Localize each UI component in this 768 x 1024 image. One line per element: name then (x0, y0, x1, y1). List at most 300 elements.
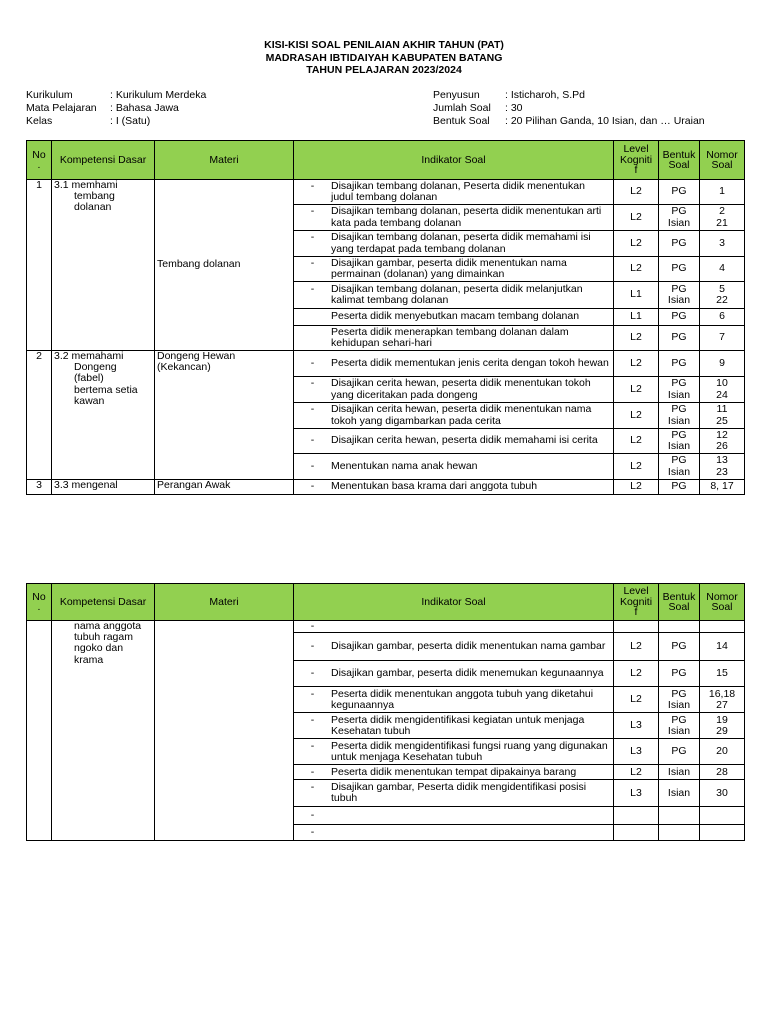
nomor-cell (700, 480, 745, 495)
nomor-cell-line: 28 (716, 765, 728, 778)
no-cell: 3 (27, 480, 52, 495)
nomor-cell-line: 11 (716, 403, 728, 416)
bullet-dash: - (310, 480, 315, 493)
title-line-3: TAHUN PELAJARAN 2023/2024 (306, 64, 462, 76)
bentuk-cell (659, 739, 700, 765)
indikator-content (294, 461, 613, 472)
level-cell-line: L2 (630, 331, 642, 344)
bentuk-cell (659, 633, 700, 661)
indikator-content (294, 358, 613, 369)
bullet-dash: - (310, 739, 315, 752)
indikator-text: Disajikan tembang dolanan, peserta didik melanjutkan kalimat tembang dolanan (331, 282, 583, 306)
header-text-line: Level (623, 143, 649, 156)
nomor-cell-line: 4 (719, 262, 725, 275)
info-row-penyusun (433, 89, 705, 102)
bentuk-cell (659, 403, 700, 429)
bentuk-cell (659, 429, 700, 454)
kd-text-line: dolanan (74, 201, 112, 214)
level-cell (614, 282, 659, 309)
header-text-line: . (37, 601, 41, 613)
bullet-dash: - (310, 459, 315, 472)
info-label: Kelas (26, 115, 53, 127)
bentuk-cell-line: PG (671, 640, 687, 653)
bullet-dash: - (310, 179, 315, 192)
level-cell-line: L1 (630, 288, 642, 301)
bullet-dash: - (310, 640, 315, 653)
nomor-cell (700, 205, 745, 231)
level-cell-line: L2 (630, 236, 642, 249)
level-cell (614, 807, 659, 825)
bullet-dash: - (310, 667, 315, 680)
nomor-cell-line: 2 (719, 205, 725, 218)
bentuk-cell-line: Isian (667, 698, 691, 711)
column-header-kd (52, 584, 155, 621)
table-header-row (27, 141, 745, 180)
indikator-cell (294, 257, 614, 282)
nomor-cell-line: 21 (716, 216, 728, 229)
bentuk-cell-line: PG (671, 236, 687, 249)
level-cell (614, 480, 659, 495)
bullet-dash: - (310, 781, 315, 793)
header-text-line: Level (623, 585, 649, 598)
bentuk-cell-line: PG (671, 428, 687, 441)
bentuk-cell-line: Isian (667, 724, 691, 737)
bentuk-cell (659, 661, 700, 687)
indikator-cell (294, 429, 614, 454)
kisi-kisi-table-1 (26, 140, 745, 495)
bentuk-cell (659, 780, 700, 807)
materi-cell (155, 480, 294, 495)
indikator-content (294, 481, 613, 492)
nomor-cell (700, 309, 745, 326)
materi-line: Tembang dolanan (157, 258, 241, 271)
indikator-text: Disajikan tembang dolanan, peserta didik menentukan arti kata pada tembang dolanan (331, 205, 602, 229)
level-cell-line: L2 (630, 480, 642, 493)
info-label: Penyusun (433, 89, 480, 101)
nomor-cell (700, 687, 745, 713)
indikator-cell (294, 687, 614, 713)
indikator-content (294, 435, 613, 446)
info-label: Bentuk Soal (433, 115, 490, 127)
nomor-cell-line: 13 (716, 454, 728, 467)
header-text-line: Materi (209, 595, 239, 608)
level-cell-line: L3 (630, 745, 642, 758)
kisi-kisi-table-2 (26, 583, 745, 841)
nomor-cell (700, 454, 745, 480)
bentuk-cell (659, 180, 700, 205)
table-header-row (27, 584, 745, 621)
kd-text-line: nama anggota (74, 620, 142, 632)
header-text-line: No (32, 148, 46, 161)
table-row (27, 480, 745, 495)
bentuk-cell (659, 807, 700, 825)
nomor-cell (700, 807, 745, 825)
info-row-kelas (26, 115, 206, 128)
indikator-content (294, 258, 613, 280)
materi-line: (Kekancan) (157, 361, 211, 374)
header-text-line: Bentuk (662, 590, 696, 603)
nomor-cell-line: 12 (716, 428, 728, 441)
kompetensi-dasar-cell (52, 621, 155, 841)
header-text-line: Indikator Soal (421, 153, 486, 166)
indikator-cell (294, 454, 614, 480)
bentuk-cell (659, 351, 700, 377)
header-text-line: Soal (711, 159, 733, 171)
level-cell-line: L2 (630, 408, 642, 421)
bentuk-cell (659, 205, 700, 231)
indikator-text: Peserta didik menentukan tempat dipakainya barang (331, 765, 577, 778)
header-text-line: Soal (711, 601, 733, 613)
materi-line: Dongeng Hewan (157, 350, 236, 362)
bentuk-cell-line: PG (671, 377, 687, 390)
bentuk-cell (659, 621, 700, 633)
bentuk-cell (659, 309, 700, 326)
level-cell-line: L2 (630, 640, 642, 653)
header-text-line: Soal (668, 159, 690, 171)
info-row-bentuk (433, 115, 705, 128)
nomor-cell (700, 825, 745, 841)
nomor-cell-line: 1 (719, 185, 725, 198)
bentuk-cell-line: Isian (667, 786, 691, 799)
kd-text-line: ngoko dan (74, 642, 124, 655)
header-text-line: No (32, 590, 46, 603)
level-cell-line: L2 (630, 356, 642, 369)
indikator-content (294, 181, 613, 203)
bullet-dash: - (310, 434, 315, 447)
bentuk-cell-line: Isian (667, 414, 691, 427)
indikator-content (294, 715, 613, 737)
indikator-content (294, 621, 613, 632)
indikator-text: Disajikan cerita hewan, peserta didik menentukan tokoh yang diceritakan pada dongeng (331, 377, 591, 401)
indikator-cell (294, 282, 614, 309)
column-header-materi (155, 141, 294, 180)
nomor-cell-line: 10 (716, 377, 728, 390)
header-text-line: Indikator Soal (421, 595, 486, 608)
nomor-cell-line: 29 (716, 724, 728, 737)
indikator-cell (294, 780, 614, 807)
bentuk-cell-line: PG (671, 185, 687, 198)
bentuk-cell-line: PG (671, 745, 687, 758)
nomor-cell (700, 231, 745, 257)
header-text-line: Kompetensi Dasar (59, 595, 147, 608)
nomor-cell-line: 19 (716, 713, 728, 726)
table-row (27, 621, 745, 633)
level-cell (614, 326, 659, 351)
level-cell (614, 351, 659, 377)
nomor-cell-line: 6 (719, 310, 725, 323)
level-cell (614, 633, 659, 661)
level-cell (614, 403, 659, 429)
info-right (433, 89, 705, 128)
indikator-text: Disajikan gambar, peserta didik menentukan nama gambar (331, 640, 606, 653)
kompetensi-dasar-cell (52, 480, 155, 495)
indikator-content (294, 284, 613, 306)
bentuk-cell (659, 257, 700, 282)
header-text-line: f (634, 606, 638, 619)
bentuk-cell-line: PG (671, 403, 687, 416)
table-row (27, 180, 745, 205)
kd-text-line: bertema setia (74, 383, 138, 396)
header-text-line: Nomor (706, 148, 738, 161)
bentuk-cell-line: PG (671, 454, 687, 467)
info-value: : Isticharoh, S.Pd (505, 89, 585, 101)
indikator-cell (294, 231, 614, 257)
level-cell (614, 257, 659, 282)
indikator-cell (294, 377, 614, 403)
bentuk-cell-line: PG (671, 356, 687, 369)
bentuk-cell-line: PG (671, 262, 687, 275)
column-header-indikator (294, 141, 614, 180)
document-title (0, 39, 768, 77)
indikator-content (294, 767, 613, 778)
nomor-cell-line: 24 (716, 388, 728, 401)
kompetensi-dasar-cell (52, 180, 155, 351)
indikator-text: Peserta didik menentukan anggota tubuh yang diketahui kegunaannya (331, 687, 594, 711)
info-value: : I (Satu) (110, 115, 151, 127)
indikator-content (294, 827, 613, 838)
bentuk-cell-line: Isian (667, 388, 691, 401)
title-line-2: MADRASAH IBTIDAIYAH KABUPATEN BATANG (265, 51, 503, 64)
kd-text-line: 3.3 mengenal (54, 479, 118, 491)
info-value: : Kurikulum Merdeka (110, 89, 207, 101)
indikator-text: Peserta didik menyebutkan macam tembang dolanan (331, 310, 580, 323)
header-text-line: Soal (668, 601, 690, 613)
bullet-dash: - (310, 256, 315, 269)
indikator-text: Disajikan gambar, peserta didik menemukan kegunaannya (331, 667, 604, 680)
indikator-cell (294, 713, 614, 739)
nomor-cell-line: 30 (716, 786, 728, 799)
indikator-content (294, 641, 613, 652)
column-header-level (614, 141, 659, 180)
indikator-content (294, 782, 613, 804)
info-label: Mata Pelajaran (26, 102, 97, 114)
indikator-cell (294, 807, 614, 825)
bullet-dash: - (310, 713, 315, 726)
nomor-cell-line: 5 (719, 282, 725, 295)
no-cell: 1 (27, 180, 52, 351)
no-cell (27, 621, 52, 841)
kd-text-line: 3.2 memahami (54, 350, 124, 362)
info-row-jumlah (433, 102, 705, 115)
header-text-line: Kogniti (619, 595, 653, 608)
bentuk-cell (659, 765, 700, 780)
header-text-line: Nomor (706, 590, 738, 603)
nomor-cell (700, 661, 745, 687)
indikator-text: Peserta didik mengidentifikasi kegiatan untuk menjaga Kesehatan tubuh (331, 713, 585, 737)
indikator-text: Peserta didik mengidentifikasi fungsi ruang yang digunakan untuk menjaga Kesehatan tubuh (331, 739, 608, 763)
level-cell (614, 454, 659, 480)
indikator-text: Disajikan tembang dolanan, peserta didik memahami isi yang terdapat pada tembang dolanan (331, 231, 591, 255)
kd-text-line: krama (74, 653, 104, 666)
bentuk-cell (659, 326, 700, 351)
bentuk-cell (659, 825, 700, 841)
nomor-cell-line: 25 (716, 414, 728, 427)
bullet-dash: - (310, 687, 315, 700)
indikator-cell (294, 825, 614, 841)
level-cell (614, 825, 659, 841)
kd-text-line: kawan (74, 394, 105, 407)
nomor-cell (700, 429, 745, 454)
bentuk-cell (659, 231, 700, 257)
table-row (27, 351, 745, 377)
bentuk-cell (659, 454, 700, 480)
header-text-line: Kompetensi Dasar (59, 153, 147, 166)
nomor-cell-line: 8, 17 (710, 480, 734, 493)
nomor-cell (700, 326, 745, 351)
info-label: Jumlah Soal (433, 102, 491, 114)
column-header-nomor (700, 141, 745, 180)
bullet-dash: - (310, 377, 315, 390)
indikator-content (294, 311, 613, 322)
indikator-content (294, 232, 613, 254)
nomor-cell (700, 713, 745, 739)
materi-cell (155, 351, 294, 480)
level-cell-line: L3 (630, 786, 642, 799)
nomor-cell (700, 621, 745, 633)
bentuk-cell (659, 713, 700, 739)
bentuk-cell-line: PG (671, 687, 687, 700)
level-cell-line: L2 (630, 382, 642, 395)
indikator-cell (294, 180, 614, 205)
nomor-cell-line: 3 (719, 236, 725, 249)
indikator-cell (294, 351, 614, 377)
column-header-nomor (700, 584, 745, 621)
level-cell (614, 309, 659, 326)
level-cell-line: L2 (630, 210, 642, 223)
level-cell (614, 687, 659, 713)
nomor-cell (700, 633, 745, 661)
indikator-cell (294, 633, 614, 661)
info-left (26, 89, 206, 128)
nomor-cell-line: 26 (716, 440, 728, 452)
info-value: : Bahasa Jawa (110, 102, 179, 114)
indikator-content (294, 378, 613, 400)
level-cell-line: L2 (630, 185, 642, 198)
indikator-cell (294, 621, 614, 633)
materi-line: Perangan Awak (157, 479, 231, 491)
bullet-dash: - (310, 620, 315, 632)
kd-text-line: Dongeng (74, 361, 117, 374)
indikator-text: Disajikan cerita hewan, peserta didik memahami isi cerita (331, 434, 598, 447)
bentuk-cell-line: PG (671, 667, 687, 680)
bentuk-cell-line: PG (671, 282, 687, 295)
nomor-cell-line: 22 (716, 294, 728, 306)
column-header-materi (155, 584, 294, 621)
level-cell (614, 661, 659, 687)
bentuk-cell-line: Isian (667, 216, 691, 229)
indikator-content (294, 404, 613, 426)
level-cell-line: L3 (630, 719, 642, 732)
nomor-cell-line: 23 (716, 465, 728, 478)
level-cell-line: L1 (630, 310, 642, 323)
level-cell (614, 739, 659, 765)
header-text-line: f (634, 164, 638, 177)
nomor-cell (700, 377, 745, 403)
nomor-cell (700, 351, 745, 377)
level-cell (614, 621, 659, 633)
bentuk-cell-line: PG (671, 713, 687, 726)
bullet-dash: - (310, 205, 315, 218)
indikator-text: Peserta didik menerapkan tembang dolanan dalam kehidupan sehari-hari (331, 325, 569, 349)
level-cell-line: L2 (630, 434, 642, 447)
column-header-no (27, 584, 52, 621)
level-cell (614, 231, 659, 257)
level-cell (614, 180, 659, 205)
bentuk-cell (659, 480, 700, 495)
bullet-dash: - (310, 231, 315, 244)
bentuk-cell (659, 687, 700, 713)
materi-cell (155, 180, 294, 351)
nomor-cell-line: 27 (716, 698, 728, 711)
level-cell (614, 780, 659, 807)
indikator-content (294, 206, 613, 228)
level-cell (614, 377, 659, 403)
nomor-cell (700, 282, 745, 309)
nomor-cell-line: 20 (716, 745, 728, 758)
indikator-cell (294, 309, 614, 326)
nomor-cell (700, 180, 745, 205)
header-text-line: . (37, 159, 41, 171)
level-cell-line: L2 (630, 693, 642, 706)
level-cell (614, 713, 659, 739)
level-cell (614, 429, 659, 454)
header-text-line: Kogniti (619, 153, 653, 166)
level-cell-line: L2 (630, 459, 642, 472)
kd-text-line: (fabel) (74, 372, 104, 385)
bentuk-cell (659, 282, 700, 309)
nomor-cell-line: 16,18 (708, 687, 736, 700)
nomor-cell-line: 15 (716, 667, 728, 680)
indikator-content (294, 741, 613, 763)
bentuk-cell-line: PG (671, 205, 687, 218)
column-header-level (614, 584, 659, 621)
nomor-cell (700, 403, 745, 429)
bullet-dash: - (310, 826, 315, 839)
bentuk-cell-line: PG (671, 331, 687, 344)
kd-text-line: tembang (74, 190, 115, 203)
indikator-text: Disajikan tembang dolanan, Peserta didik menentukan judul tembang dolanan (331, 179, 585, 203)
bullet-dash: - (310, 809, 315, 822)
indikator-content (294, 327, 613, 349)
nomor-cell (700, 739, 745, 765)
bullet-dash: - (310, 403, 315, 416)
indikator-text: Peserta didik mementukan jenis cerita dengan tokoh hewan (331, 356, 609, 369)
nomor-cell (700, 780, 745, 807)
column-header-bentuk (659, 141, 700, 180)
indikator-content (294, 668, 613, 679)
indikator-text: Disajikan cerita hewan, peserta didik menentukan nama tokoh yang digambarkan pada cerita (331, 403, 592, 427)
title-line-1: KISI-KISI SOAL PENILAIAN AKHIR TAHUN (PAT) (264, 39, 504, 51)
nomor-cell-line: 9 (719, 356, 725, 369)
bullet-dash: - (310, 356, 315, 369)
bentuk-cell-line: Isian (667, 765, 691, 778)
bentuk-cell-line: Isian (667, 465, 691, 478)
indikator-text: Menentukan nama anak hewan (331, 459, 478, 472)
indikator-cell (294, 661, 614, 687)
bentuk-cell-line: PG (671, 310, 687, 323)
info-row-mapel (26, 102, 206, 115)
info-label: Kurikulum (26, 89, 73, 101)
info-row-kurikulum (26, 89, 206, 102)
indikator-text: Menentukan basa krama dari anggota tubuh (331, 480, 538, 493)
header-text-line: Materi (209, 153, 239, 166)
indikator-cell (294, 480, 614, 495)
nomor-cell (700, 765, 745, 780)
indikator-text: Disajikan gambar, peserta didik menentukan nama permainan (dolanan) yang dimainkan (331, 256, 567, 280)
indikator-cell (294, 765, 614, 780)
indikator-cell (294, 326, 614, 351)
indikator-content (294, 810, 613, 821)
